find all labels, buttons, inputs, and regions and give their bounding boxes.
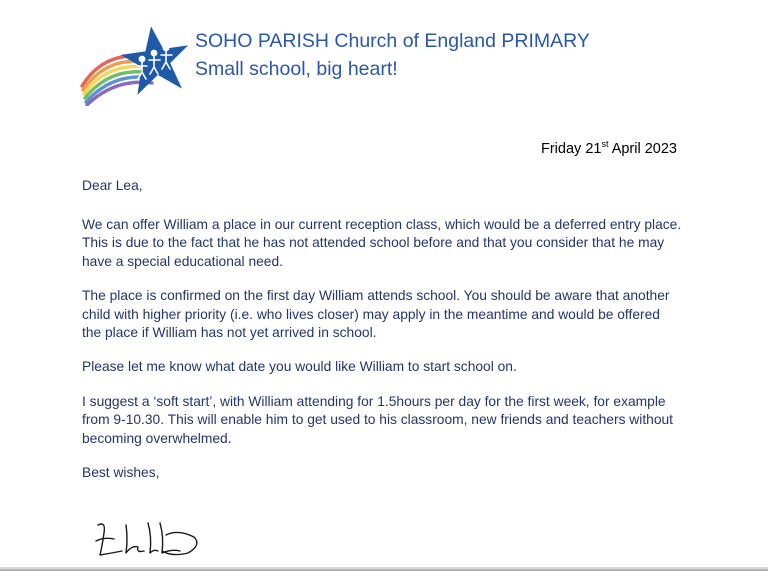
school-name: SOHO PARISH Church of England PRIMARY bbox=[195, 30, 590, 52]
paragraph-start-date: Please let me know what date you would like William to start school on. bbox=[82, 359, 517, 375]
salutation: Dear Lea, bbox=[82, 178, 143, 193]
letter-date bbox=[541, 141, 677, 157]
paragraph-soft-start: I suggest a ‘soft start’, with William attending for 1.5hours per day for the first week, for example from 9-10.30. This will enable him to get used to his classroom, new friends and teachers without becoming overwhelmed. bbox=[82, 394, 674, 446]
date-month-year: April 2023 bbox=[608, 141, 677, 157]
letterhead bbox=[78, 22, 698, 106]
school-logo bbox=[78, 22, 190, 106]
letter-body bbox=[82, 177, 682, 499]
paragraph-confirmation: The place is confirmed on the first day William attends school. You should be aware that another child with higher priority (i.e. who lives closer) may apply in the meantime and would be offered the place if William has not yet arrived in school. bbox=[82, 288, 670, 340]
handwritten-signature bbox=[92, 515, 212, 565]
page-edge-artifact bbox=[0, 563, 768, 571]
date-day: Friday 21 bbox=[541, 141, 602, 157]
school-motto: Small school, big heart! bbox=[195, 58, 398, 80]
closing: Best wishes, bbox=[82, 465, 160, 481]
date-ordinal: st bbox=[601, 139, 609, 150]
paragraph-offer: We can offer William a place in our current reception class, which would be a deferred entry place. This is due to the fact that he has not attended school before and that you consider that he may have a special educational need. bbox=[82, 217, 682, 269]
